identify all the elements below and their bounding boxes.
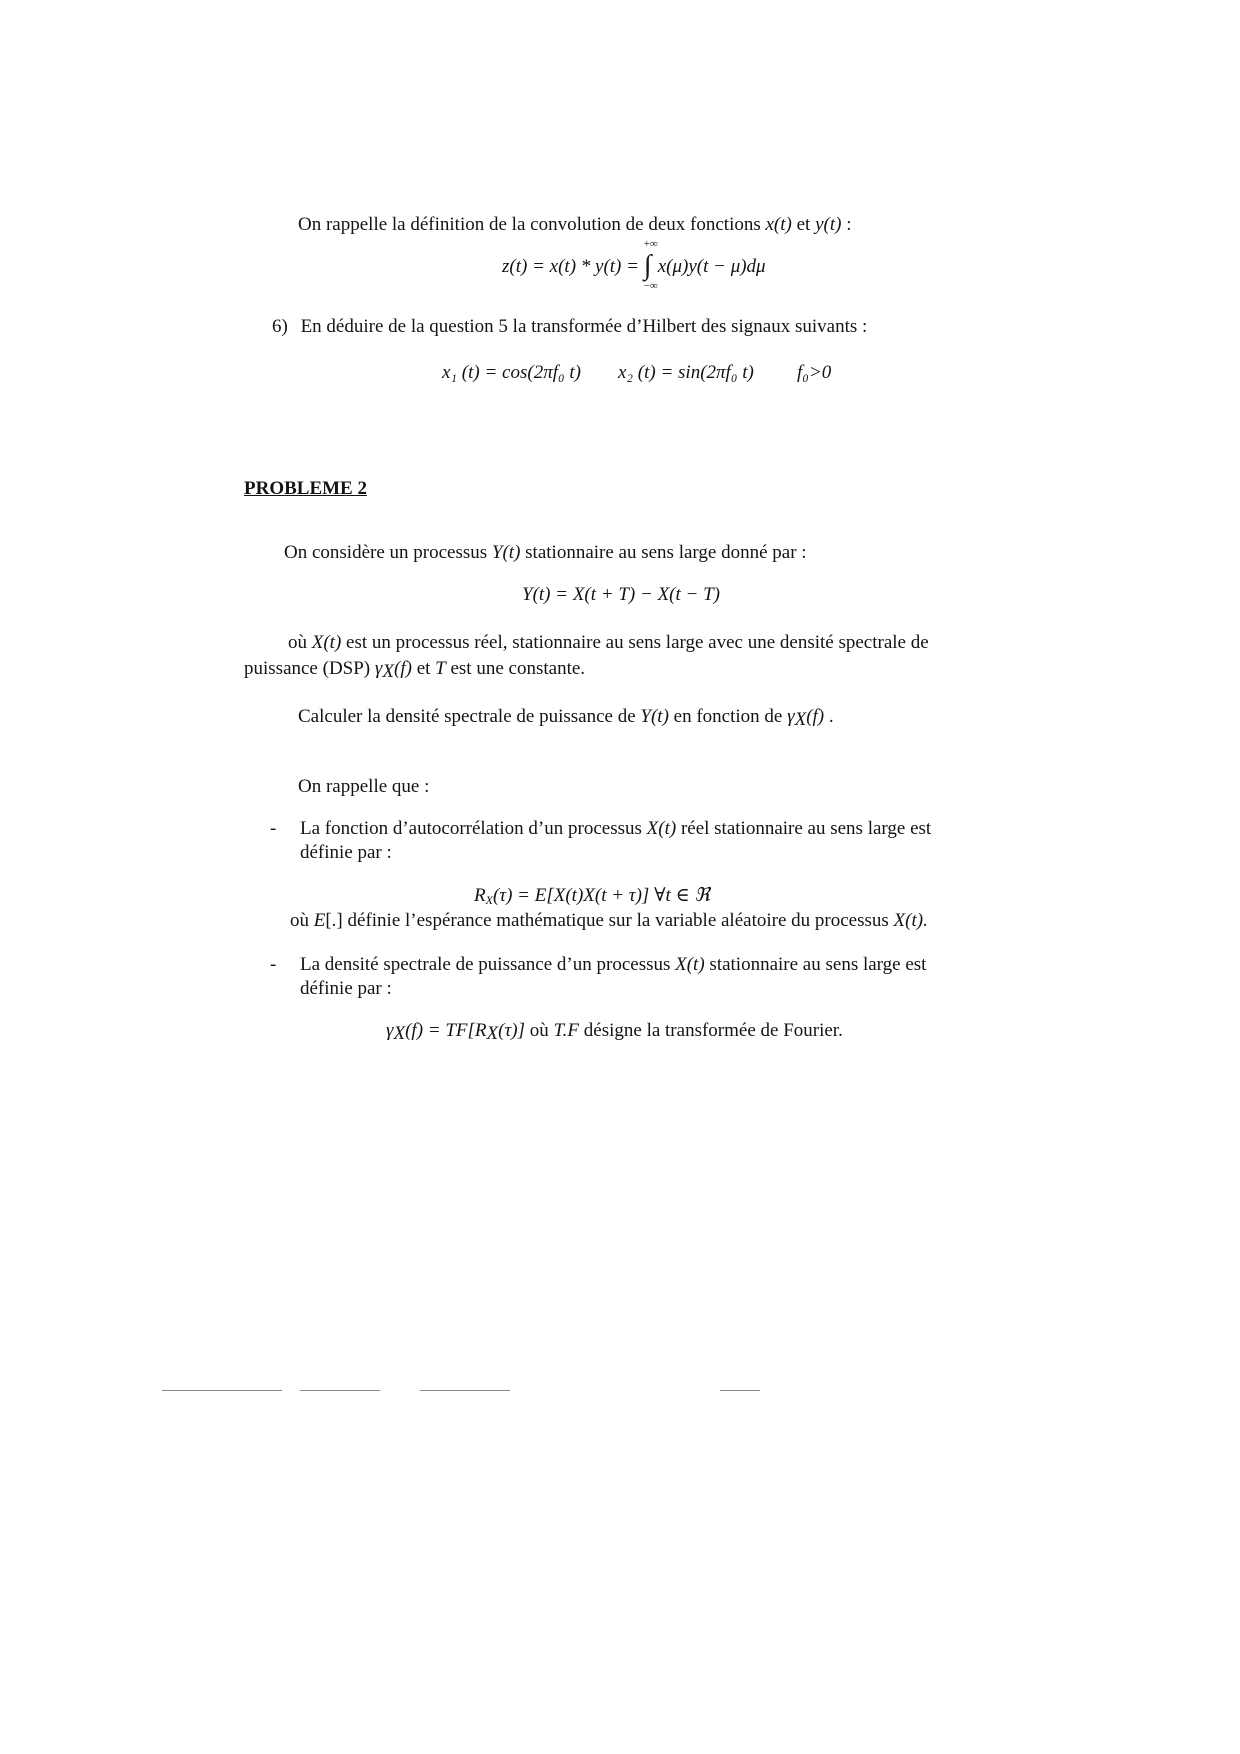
bullet-1-line-1 [300,818,931,840]
problem-2-heading: PROBLEME 2 [244,478,367,499]
autocorrelation-equation [474,884,710,908]
intro-text-end: stationnaire au sens large donné par : [520,542,807,563]
integral-upper-limit: +∞ [643,238,658,250]
question-6-text: En déduire de la question 5 la transformée d’Hilbert des signaux suivants : [300,316,868,337]
and-word: et [791,214,816,235]
signal-x1: x₁ (t) = cos(2πf₀ t) [442,362,581,383]
constant-text: est une constante. [445,658,586,679]
bullet-2-dash: - [270,954,277,975]
autocorr-R: R [474,885,486,906]
bullet-1-line-2: définie par : [300,842,392,863]
bullet-2-text: La densité spectrale de puissance d’un processus [300,954,676,975]
bullet-2-text-end: stationnaire au sens large est [704,954,927,975]
colon: : [841,214,852,235]
gamma-argument: (f) [394,658,412,679]
problem-2-intro [284,542,807,564]
convolution-lhs: z(t) = x(t) * y(t) = [502,256,644,277]
scan-artifact-line [300,1390,380,1391]
task-process-Y: Y(t) [640,706,669,727]
integral-wrapper [643,238,658,292]
bullet-1-text-end: réel stationnaire au sens large est [676,818,932,839]
dsp-text: puissance (DSP) [244,658,375,679]
bullet-1-process-X: X(t) [646,818,677,839]
expectation-where: où [290,910,314,931]
constant-T: T [435,658,446,679]
dsp-R-subscript: X [486,1023,499,1044]
task-gamma-argument: (f) [806,706,825,727]
autocorr-R-subscript: X [485,893,493,907]
scan-artifact-line [420,1390,510,1391]
convolution-integrand: x(μ)y(t − μ)dμ [657,256,766,277]
dsp-where: où [525,1020,554,1041]
expectation-E: E [313,910,326,931]
task-gamma: γ [787,706,795,727]
convolution-formula [502,238,766,292]
where-line-1 [288,632,929,654]
integral-sign: ∫ [643,250,652,281]
dsp-gamma-subscript: X [393,1023,406,1044]
dsp-fourier-text: désigne la transformée de Fourier. [579,1020,843,1041]
question-6 [272,316,867,338]
task-text: Calculer la densité spectrale de puissance de [298,706,641,727]
dsp-equation-end: (τ)] [498,1020,526,1041]
task-gamma-subscript: X [794,709,807,730]
reminder-text: On rappelle que : [298,776,430,797]
task-period: . [824,706,834,727]
convolution-intro [298,214,852,236]
gamma-subscript: X [382,661,394,682]
task-text-mid: en fonction de [668,706,788,727]
autocorr-rest: (τ) = E[X(t)X(t + τ)] ∀t ∈ ℜ [492,885,710,906]
process-Y-equation: Y(t) = X(t + T) − X(t − T) [522,584,720,605]
signal-x2: x₂ (t) = sin(2πf₀ t) [618,362,754,383]
dsp-definition [386,1020,843,1045]
gamma-symbol: γ [374,658,383,679]
and-text: et [411,658,436,679]
where-word: où [288,632,312,653]
bullet-2-line-1 [300,954,926,976]
integral-lower-limit: −∞ [643,280,658,292]
process-X: X(t) [311,632,342,653]
bullet-1-dash: - [270,818,277,839]
task-statement [298,706,834,731]
scan-artifact-line [720,1390,760,1391]
process-Y: Y(t) [491,542,521,563]
convolution-intro-text: On rappelle la définition de la convolution de deux fonctions [298,214,766,235]
expectation-process-X: X(t). [893,910,928,931]
expectation-text: [.] définie l’espérance mathématique sur la variable aléatoire du processus [325,910,894,931]
dsp-TF: T.F [553,1020,580,1041]
frequency-condition: f₀>0 [797,362,832,383]
dsp-equation-mid: (f) = TF[R [405,1020,487,1041]
question-6-number: 6) [272,316,288,337]
expectation-note [290,910,928,932]
where-line-2 [244,658,585,683]
where-text: est un processus réel, stationnaire au sens large avec une densité spectrale de [341,632,929,653]
x-of-t: x(t) [765,214,792,235]
bullet-1-text: La fonction d’autocorrélation d’un processus [300,818,647,839]
intro-text: On considère un processus [284,542,492,563]
y-of-t: y(t) [815,214,842,235]
bullet-2-process-X: X(t) [675,954,705,975]
dsp-gamma: γ [386,1020,394,1041]
bullet-2-line-2: définie par : [300,978,392,999]
scan-artifact-line [162,1390,282,1391]
